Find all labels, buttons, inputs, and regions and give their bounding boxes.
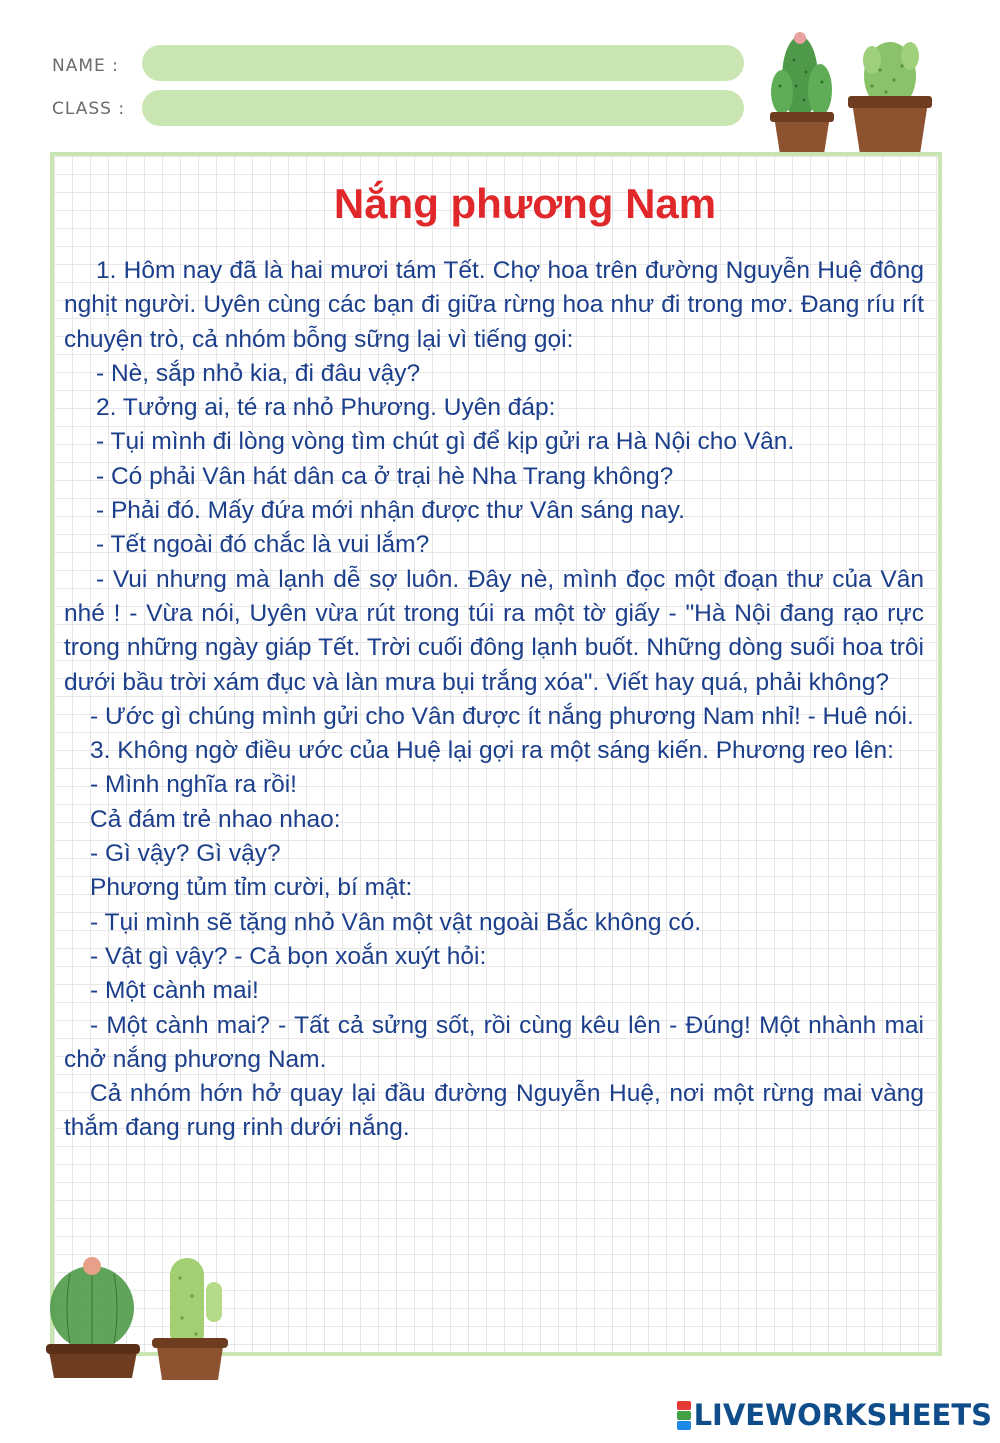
paragraph: - Gì vậy? Gì vậy? [90,840,281,868]
name-field[interactable] [142,45,744,81]
class-label: CLASS : [52,99,126,119]
paragraph: - Vật gì vậy? - Cả bọn xoắn xuýt hỏi: [90,942,487,970]
logo-square [677,1411,691,1420]
paragraph: - Ước gì chúng mình gửi cho Vân được ít nắng phương Nam nhỉ! - Huê nói. [90,702,914,730]
paragraph: 1. Hôm nay đã là hai mươi tám Tết. Chợ hoa trên đường Nguyễn Huệ đông nghịt người. Uyên cùng các bạn đi giữa rừng hoa như đi trong mơ. Đang ríu rít chuyện trò, cả nhóm bỗng sững lại vì tiếng gọi: [64,257,924,353]
paragraph: - Mình nghĩa ra rồi! [90,771,297,799]
paragraph: - Một cành mai! [90,977,259,1005]
paragraph: - Một cành mai? - Tất cả sửng sốt, rồi cùng kêu lên - Đúng! Một nhành mai chở nắng phương Nam. [64,1011,924,1073]
paragraph: - Tụi mình đi lòng vòng tìm chút gì để kịp gửi ra Hà Nội cho Vân. [96,428,795,456]
paragraph: Phương tủm tỉm cười, bí mật: [90,874,413,902]
logo-square [677,1401,691,1410]
paragraph: Cả đám trẻ nhao nhao: [90,805,341,833]
story-text [64,254,924,1146]
paragraph: - Vui nhưng mà lạnh dễ sợ luôn. Đây nè, mình đọc một đoạn thư của Vân nhé ! - Vừa nói, Uyên vừa rút trong túi ra một tờ giấy - "Hà Nội đang rạo rực trong những ngày giáp Tết. Trời cuối đông lạnh buốt. Những dòng suối hoa trôi dưới bầu trời xám đục và làn mưa bụi trắng xóa". Viết hay quá, phải không? [64,565,924,696]
page-title: Nắng phương Nam [333,180,717,227]
cactus-pots-top-icon [760,20,940,160]
logo-square [677,1421,691,1430]
paragraph: - Có phải Vân hát dân ca ở trại hè Nha Trang không? [96,462,674,490]
paragraph: - Tết ngoài đó chắc là vui lắm? [96,531,430,559]
logo-mark-icon [677,1401,691,1430]
paragraph: - Nè, sắp nhỏ kia, đi đâu vậy? [96,359,421,387]
paragraph: - Phải đó. Mấy đứa mới nhận được thư Vân sáng nay. [96,497,685,525]
cactus-pots-bottom-icon [40,1248,250,1388]
paragraph: Cả nhóm hớn hở quay lại đầu đường Nguyễn Huệ, nơi một rừng mai vàng thắm đang rung rinh dưới nắng. [64,1080,924,1142]
paragraph: 2. Tưởng ai, té ra nhỏ Phương. Uyên đáp: [96,394,556,422]
logo-text: LIVEWORKSHEETS [693,1398,992,1432]
paragraph: - Tụi mình sẽ tặng nhỏ Vân một vật ngoài Bắc không có. [90,908,702,936]
liveworksheets-logo [677,1395,992,1435]
name-label: NAME : [52,56,119,76]
class-field[interactable] [142,90,744,126]
paragraph: 3. Không ngờ điều ước của Huệ lại gợi ra một sáng kiến. Phương reo lên: [90,737,894,765]
